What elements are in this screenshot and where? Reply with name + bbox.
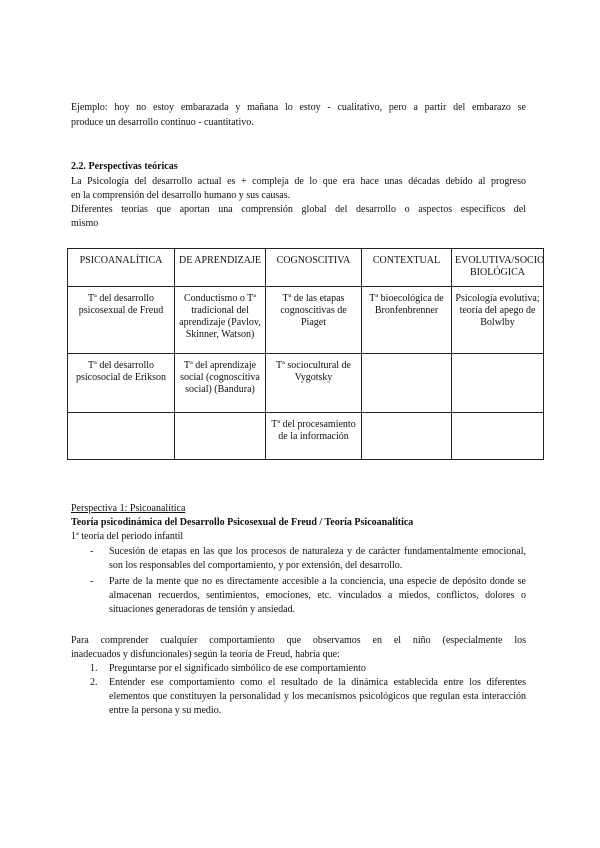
paragraph-1-line-2: en la comprensión del desarrollo humano y sus causas. (71, 190, 291, 201)
bullet-marker: - (90, 546, 94, 557)
theory-subtitle: 1ª teoría del periodo infantil (71, 531, 184, 542)
header-evolutiva: EVOLUTIVA/SOCIO BIOLÓGICA (452, 249, 544, 287)
table-header-row (68, 249, 544, 287)
table-cell: Tª de las etapas cognoscitivas de Piaget (266, 287, 362, 354)
bullet-list (71, 545, 526, 617)
table-cell: Tª del aprendizaje social (cognoscitiva social) (Bandura) (175, 354, 266, 413)
theory-title: Teoría psicodinámica del Desarrollo Psicosexual de Freud / Teoría Psicoanalítica (71, 517, 414, 528)
section-heading: 2.2. Perspectivas teóricas (71, 161, 178, 172)
bullet-marker: - (90, 576, 94, 587)
paragraph-2-line-2: mismo (71, 218, 99, 229)
header-aprendizaje: DE APRENDIZAJE (175, 249, 266, 287)
table-cell (362, 413, 452, 460)
table-cell: Psicología evolutiva; teoría del apego de Bolwlby (452, 287, 544, 354)
step-number: 1. (90, 663, 98, 674)
table-cell (452, 413, 544, 460)
example-line-2: produce un desarrollo continuo - cuantitativo. (71, 117, 254, 128)
list-item (90, 676, 526, 718)
table-cell (68, 413, 175, 460)
step-text: Entender ese comportamiento como el resultado de la dinámica establecida entre los diferentes elementos que constituyen la personalidad y los mecanismos psicológicos que regulan esta interacción entre la persona y su medio. (109, 677, 526, 716)
table-row (68, 413, 544, 460)
freud-paragraph-line-1: Para comprender cualquier comportamiento que observamos en el niño (especialmente los (71, 635, 526, 646)
paragraph-2-line-1: Diferentes teorías que aportan una comprensión global del desarrollo o aspectos específicos del (71, 204, 526, 215)
table-cell (452, 354, 544, 413)
theories-table (67, 248, 544, 460)
bullet-text: Sucesión de etapas en las que los procesos de naturaleza y de carácter fundamentalmente emocional, son los responsables del comportamiento, y por extensión, del desarrollo. (109, 546, 526, 571)
table-row (68, 287, 544, 354)
table-cell (362, 354, 452, 413)
step-text: Preguntarse por el significado simbólico de ese comportamiento (109, 663, 366, 674)
table-cell: Tª bioecológica de Bronfenbrenner (362, 287, 452, 354)
list-item (90, 662, 526, 676)
table-cell (175, 413, 266, 460)
list-item (90, 575, 526, 617)
table-cell: Conductismo o Tª tradicional del aprendizaje (Pavlov, Skinner, Watson) (175, 287, 266, 354)
example-line-1: Ejemplo: hoy no estoy embarazada y mañana lo estoy - cualitativo, pero a partir del embarazo se (71, 102, 526, 113)
step-number: 2. (90, 677, 98, 688)
list-item (90, 545, 526, 573)
freud-paragraph-line-2: inadecuados y disfuncionales) según la teoría de Freud, habría que: (71, 649, 340, 660)
header-psicoanalitica: PSICOANALÍTICA (68, 249, 175, 287)
bullet-text: Parte de la mente que no es directamente accesible a la conciencia, una especie de depósito donde se almacenan recuerdos, sentimientos, emociones, etc. vinculados a miedos, conflictos, dolores o situaciones generadoras de tensión y ansiedad. (109, 576, 526, 615)
numbered-list (71, 662, 526, 718)
table-cell: Tª del desarrollo psicosocial de Erikson (68, 354, 175, 413)
header-contextual: CONTEXTUAL (362, 249, 452, 287)
perspective-title: Perspectiva 1: Psicoanalítica (71, 503, 186, 514)
table-cell: Tª del desarrollo psicosexual de Freud (68, 287, 175, 354)
header-cognoscitiva: COGNOSCITIVA (266, 249, 362, 287)
table-row (68, 354, 544, 413)
paragraph-1-line-1: La Psicología del desarrollo actual es + compleja de lo que era hace unas décadas debido al progreso (71, 176, 526, 187)
table-cell: Tª sociocultural de Vygotsky (266, 354, 362, 413)
table-cell: Tª del procesamiento de la información (266, 413, 362, 460)
